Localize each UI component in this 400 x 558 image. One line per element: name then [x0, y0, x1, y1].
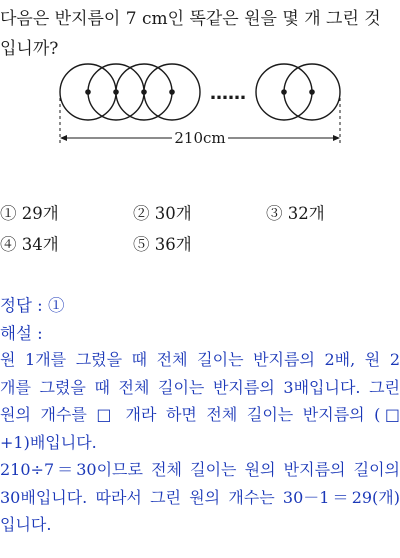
- option-3-text: 32개: [287, 204, 325, 223]
- answer-value: ①: [47, 296, 65, 315]
- option-2[interactable]: [133, 200, 192, 224]
- explanation-line: 개를 그렸을 때 전체 길이는 반지름의 3배입니다. 그린: [0, 377, 400, 397]
- explanation-label: 해설 :: [0, 324, 43, 343]
- answer-label: 정답 :: [0, 296, 43, 315]
- question-text: [0, 4, 400, 64]
- option-1-text: 29개: [21, 204, 59, 223]
- dimension-arrow-left: [60, 135, 67, 141]
- center-dot-5: [281, 89, 287, 95]
- dimension-arrow-right: [333, 135, 340, 141]
- explanation-line: 30배입니다. 따라서 그린 원의 개수는 30－1＝29(개): [0, 487, 400, 507]
- question-line-1: 다음은 반지름이 7 cm인 똑같은 원을 몇 개 그린 것: [0, 9, 381, 29]
- explanation-text: [0, 346, 400, 539]
- option-4-text: 34개: [21, 235, 59, 254]
- option-5-text: 36개: [154, 235, 192, 254]
- question-line-2: 입니까?: [0, 39, 59, 59]
- center-dot-4: [169, 89, 175, 95]
- option-5[interactable]: [133, 231, 192, 255]
- option-4[interactable]: [0, 231, 59, 255]
- center-dot-1: [85, 89, 91, 95]
- explanation-line: +1)배입니다.: [0, 432, 97, 452]
- option-3[interactable]: [266, 200, 325, 224]
- option-1[interactable]: [0, 200, 59, 224]
- option-1-number: ①: [0, 204, 17, 223]
- center-dot-3: [141, 89, 147, 95]
- dimension-label: 210cm: [174, 129, 226, 147]
- explanation-line: 210÷7＝30이므로 전체 길이는 원의 반지름의 길이의: [0, 460, 400, 479]
- option-4-number: ④: [0, 235, 17, 254]
- explanation-line: 입니다.: [0, 515, 52, 534]
- option-3-number: ③: [266, 204, 283, 223]
- option-5-number: ⑤: [133, 235, 150, 254]
- center-dot-2: [113, 89, 119, 95]
- option-2-text: 30개: [154, 204, 192, 223]
- ellipsis-dots: ……: [210, 83, 246, 104]
- explanation-line: 원의 개수를 □ 개라 하면 전체 길이는 반지름의 (□: [0, 405, 400, 424]
- overlapping-circles-figure: [52, 62, 352, 157]
- explanation-line: 원 1개를 그렸을 때 전체 길이는 반지름의 2배, 원 2: [0, 350, 400, 369]
- center-dot-6: [309, 89, 315, 95]
- answer-line: [0, 292, 64, 316]
- option-2-number: ②: [133, 204, 150, 223]
